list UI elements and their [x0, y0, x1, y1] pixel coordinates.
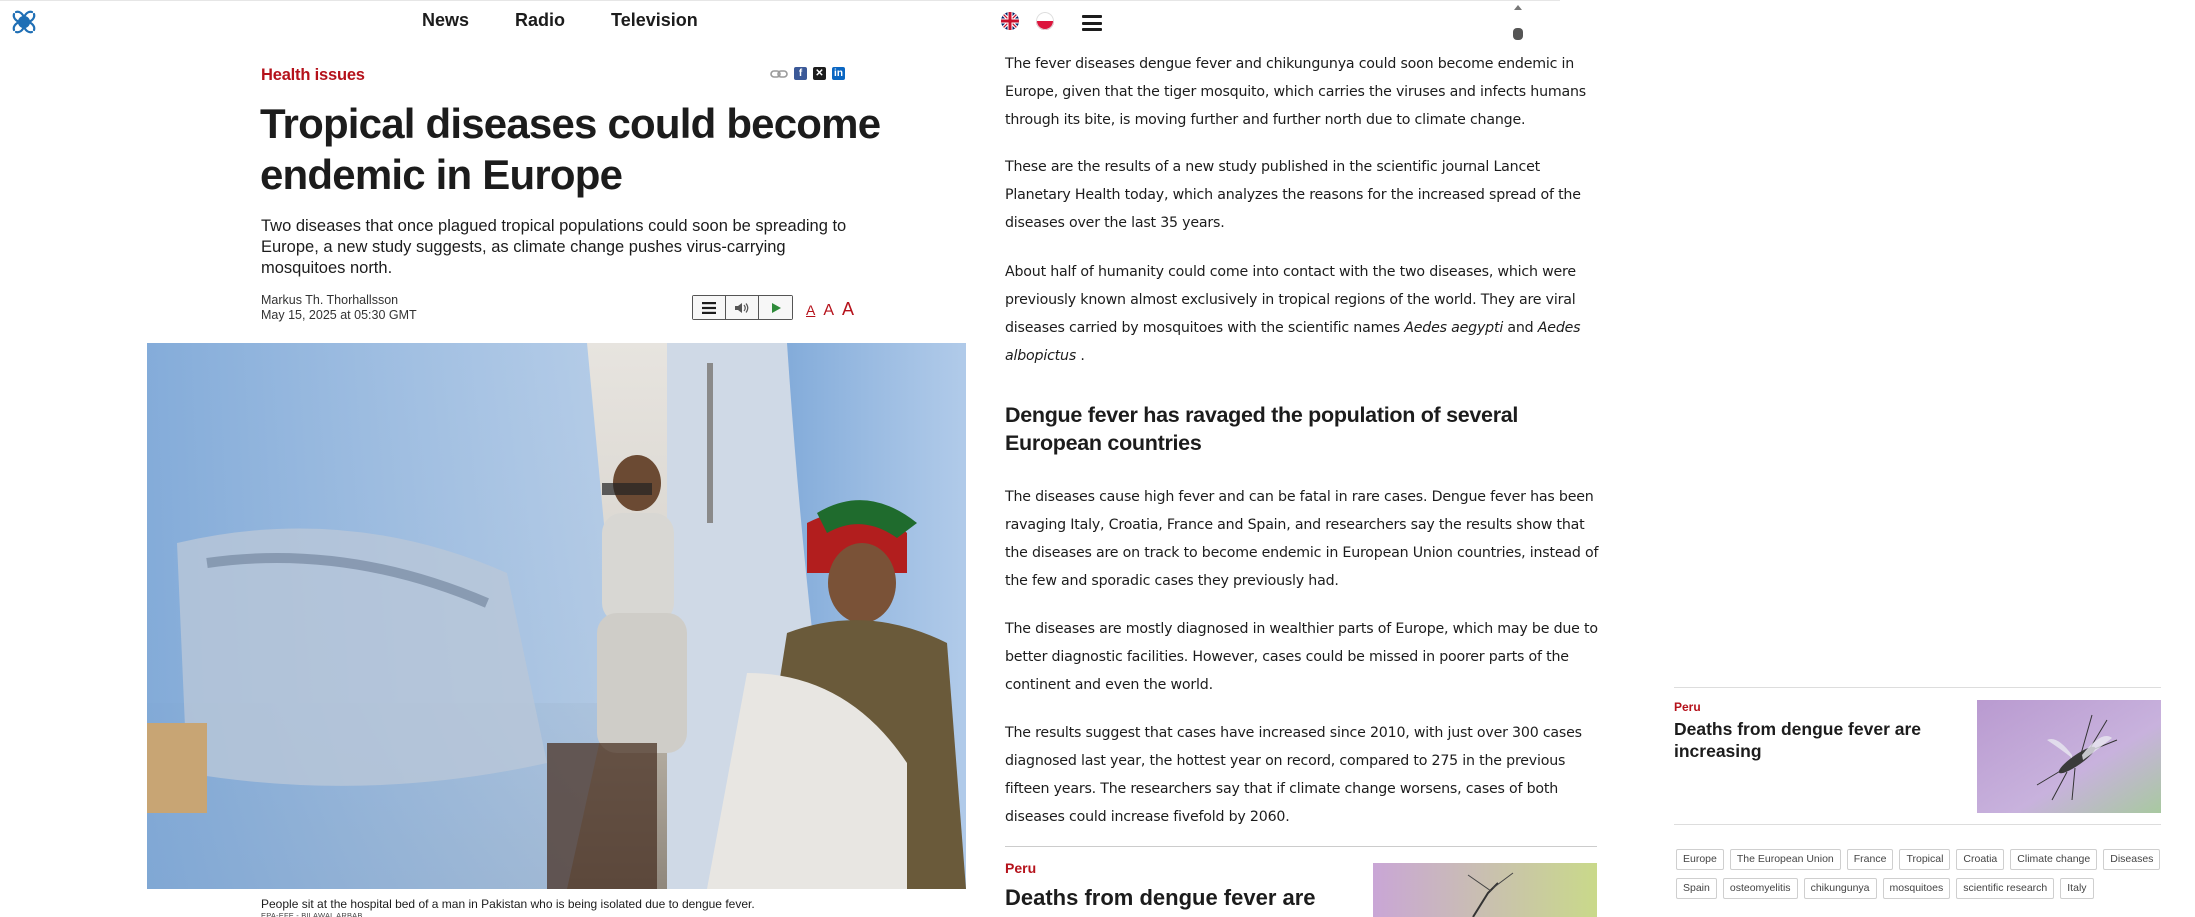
linkedin-icon[interactable]: in [832, 67, 845, 80]
main-nav [422, 8, 698, 32]
playlist-icon[interactable] [693, 296, 726, 319]
facebook-icon[interactable]: f [794, 67, 807, 80]
font-size-controls [806, 299, 854, 320]
nav-television[interactable]: Television [611, 10, 698, 30]
tag[interactable]: Diseases [2103, 849, 2160, 870]
tag[interactable]: Croatia [1956, 849, 2004, 870]
nav-news[interactable]: News [422, 10, 470, 30]
flag-uk-icon[interactable] [1001, 12, 1019, 30]
site-logo[interactable] [8, 6, 40, 38]
tag[interactable]: Tropical [1899, 849, 1950, 870]
photo-credit: EPA-EFE - BILAWAL ARBAB [261, 911, 363, 917]
nav-radio[interactable]: Radio [515, 10, 566, 30]
publish-date: May 15, 2025 at 05:30 GMT [261, 308, 417, 322]
paragraph-3 [1005, 258, 1605, 370]
font-size-small[interactable]: A [806, 302, 816, 318]
scroll-up-icon[interactable] [1513, 3, 1523, 11]
divider [1005, 846, 1597, 847]
right-related-thumbnail[interactable] [1977, 700, 2161, 813]
share-bar [770, 67, 845, 80]
tag[interactable]: Europe [1676, 849, 1724, 870]
menu-icon[interactable] [1082, 15, 1102, 31]
paragraph-2: These are the results of a new study published in the scientific journal Lancet Planetary Health today, which analyzes the reasons for the increased spread of the diseases over the last 35 years. [1005, 159, 1581, 231]
volume-icon[interactable] [726, 296, 759, 319]
species-aegypti: Aedes aegypti [1404, 320, 1504, 336]
paragraph-1: The fever diseases dengue fever and chikungunya could soon become endemic in Europe, given that the tiger mosquito, which carries the viruses and infects humans through its bite, is moving further and further north due to climate change. [1005, 56, 1586, 128]
audio-player [692, 295, 793, 320]
play-icon[interactable] [759, 296, 792, 319]
right-related-headline[interactable]: Deaths from dengue fever are increasing [1674, 719, 1922, 761]
tag[interactable]: chikungunya [1804, 878, 1877, 899]
tag[interactable]: France [1847, 849, 1894, 870]
font-size-medium[interactable]: A [823, 302, 835, 319]
link-icon[interactable] [770, 68, 788, 80]
related-thumbnail[interactable] [1373, 863, 1597, 917]
logo-icon [8, 6, 40, 38]
right-divider-bottom [1674, 824, 2161, 825]
tag[interactable]: osteomyelitis [1723, 878, 1798, 899]
scrollbar-thumb[interactable] [1513, 28, 1523, 40]
tag[interactable]: Italy [2060, 878, 2093, 899]
article-category[interactable]: Health issues [261, 66, 365, 84]
paragraph-6: The results suggest that cases have increased since 2010, with just over 300 cases diagnosed last year, the hottest year on record, compared to 275 in the previous fifteen years. The researchers say that if climate change worsens, cases of both diseases could increase fivefold by 2060. [1005, 725, 1582, 825]
article-lead: Two diseases that once plagued tropical populations could soon be spreading to Europe, a new study suggests, as climate change pushes virus-carrying mosquitoes north. [261, 217, 847, 277]
flag-poland-icon[interactable] [1036, 12, 1054, 30]
photo-caption: People sit at the hospital bed of a man in Pakistan who is being isolated due to dengue fever. [261, 897, 755, 911]
author-name[interactable]: Markus Th. Thorhallsson [261, 293, 399, 307]
article-subheading: Dengue fever has ravaged the population of several European countries [1005, 403, 1519, 455]
paragraph-3-end: . [1076, 348, 1085, 364]
article-title: Tropical diseases could become endemic in Europe [260, 100, 881, 198]
paragraph-3-and: and [1503, 320, 1538, 336]
font-size-large[interactable]: A [842, 299, 855, 319]
tag[interactable]: mosquitoes [1883, 878, 1951, 899]
paragraph-4: The diseases cause high fever and can be fatal in rare cases. Dengue fever has been ravaging Italy, Croatia, France and Spain, and researchers say the results show that the diseases are on track to become endemic in European Union countries, instead of the few and sporadic cases they previously had. [1005, 489, 1599, 589]
species-albopictus: Aedes albopictus [1005, 320, 1581, 364]
right-related-category[interactable]: Peru [1674, 700, 1701, 714]
x-twitter-icon[interactable]: ✕ [813, 67, 826, 80]
tag[interactable]: The European Union [1730, 849, 1841, 870]
related-category[interactable]: Peru [1005, 860, 1037, 876]
right-divider-top [1674, 687, 2161, 688]
paragraph-5: The diseases are mostly diagnosed in wealthier parts of Europe, which may be due to better diagnostic facilities. However, cases could be missed in poorer parts of the continent and even the world. [1005, 621, 1598, 693]
related-headline[interactable]: Deaths from dengue fever are [1005, 885, 1316, 910]
paragraph-3-text: About half of humanity could come into contact with the two diseases, which were previously known almost exclusively in tropical regions of the world. They are viral diseases carried by mosquitoes with the scientific names [1005, 264, 1576, 336]
article-photo[interactable] [147, 343, 966, 889]
tag-list [1676, 849, 2166, 899]
top-border [0, 0, 1560, 1]
tag[interactable]: Climate change [2010, 849, 2097, 870]
tag[interactable]: Spain [1676, 878, 1717, 899]
tag[interactable]: scientific research [1956, 878, 2054, 899]
